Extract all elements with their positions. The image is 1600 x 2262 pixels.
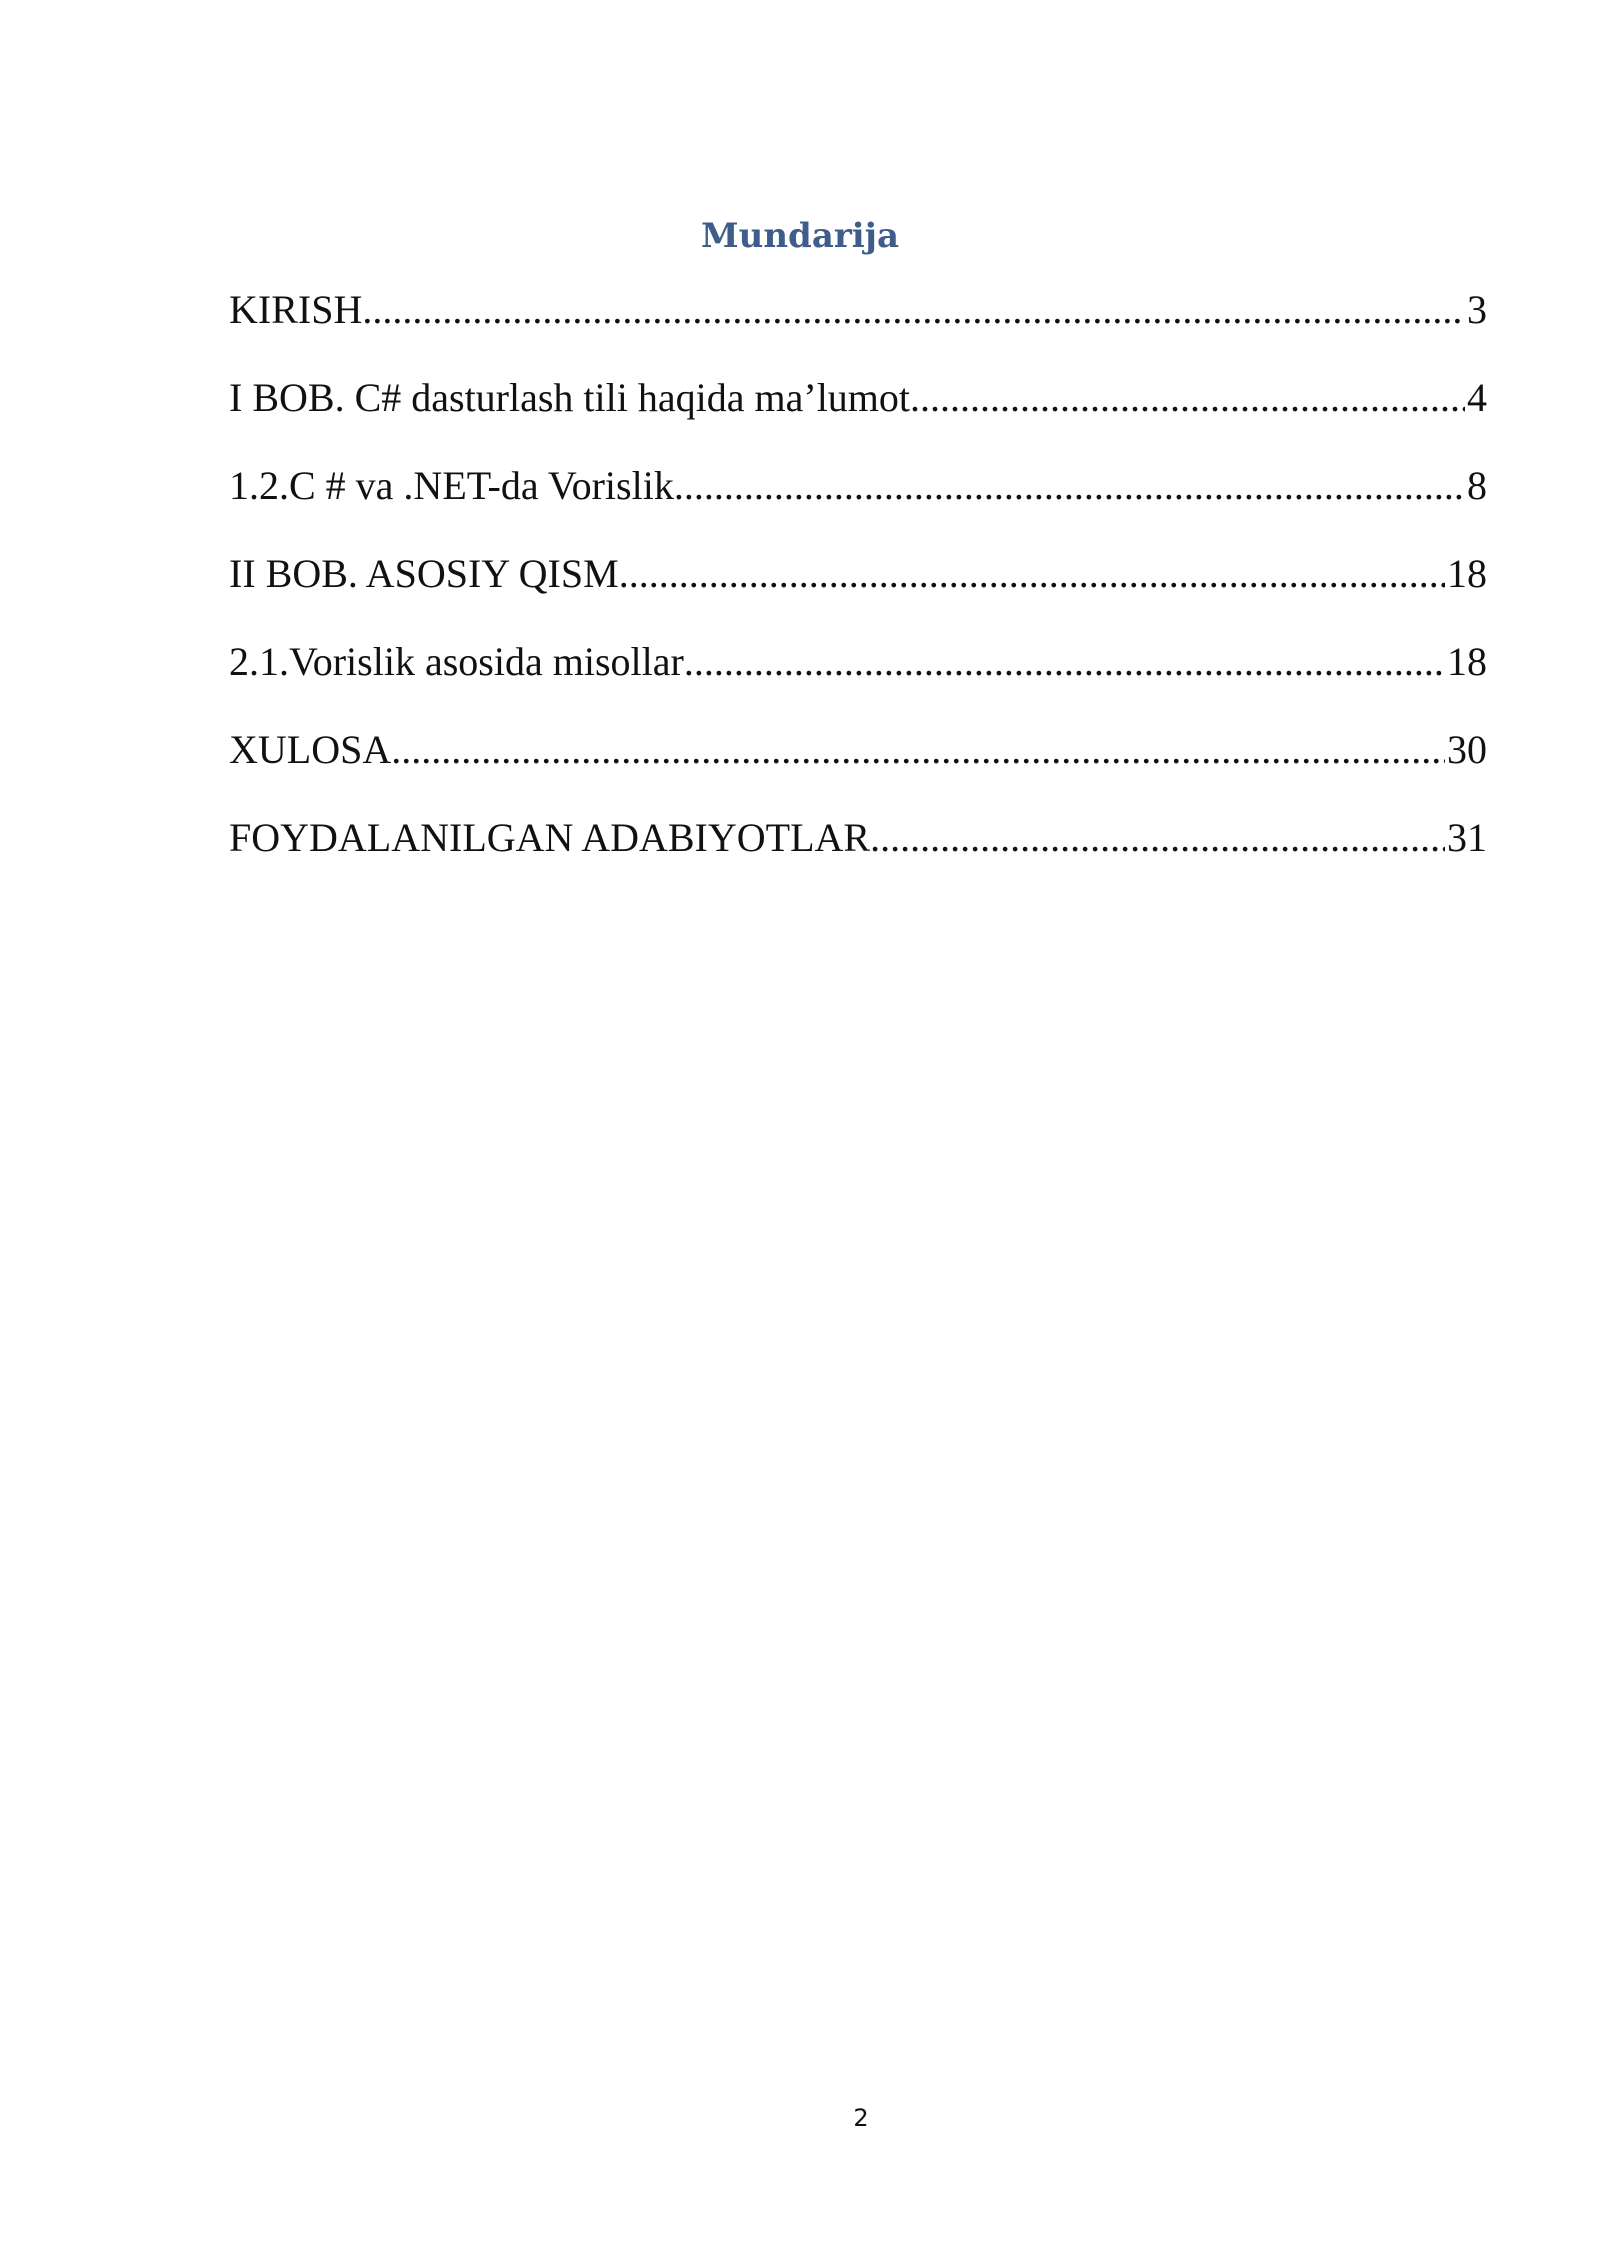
toc-dot-leader: [910, 368, 1465, 428]
toc-dot-leader: [391, 720, 1445, 780]
toc-dot-leader: [870, 808, 1445, 868]
table-of-contents: [229, 280, 1487, 896]
toc-dot-leader: [674, 456, 1465, 516]
toc-entry-kirish[interactable]: [229, 280, 1487, 368]
toc-entry-page: 3: [1467, 287, 1487, 332]
toc-entry-adabiyotlar[interactable]: [229, 808, 1487, 896]
toc-entry-bob-1[interactable]: [229, 368, 1487, 456]
toc-entry-section-2-1[interactable]: [229, 632, 1487, 720]
toc-entry-page: 8: [1467, 463, 1487, 508]
toc-dot-leader: [362, 280, 1465, 340]
toc-dot-leader: [684, 632, 1445, 692]
toc-entry-page: 4: [1467, 375, 1487, 420]
toc-entry-text: 1.2.C # va .NET-da Vorislik: [229, 463, 674, 508]
toc-dot-leader: [619, 544, 1445, 604]
toc-entry-page: 18: [1447, 639, 1487, 684]
page-number: 2: [853, 2104, 869, 2132]
toc-entry-page: 31: [1447, 815, 1487, 860]
toc-entry-text: II BOB. ASOSIY QISM: [229, 551, 619, 596]
toc-entry-page: 18: [1447, 551, 1487, 596]
toc-entry-text: FOYDALANILGAN ADABIYOTLAR: [229, 815, 871, 860]
toc-entry-section-1-2[interactable]: [229, 456, 1487, 544]
toc-entry-page: 30: [1447, 727, 1487, 772]
toc-entry-text: KIRISH: [229, 287, 363, 332]
toc-title: Mundarija: [700, 216, 900, 256]
toc-entry-xulosa[interactable]: [229, 720, 1487, 808]
toc-entry-text: 2.1.Vorislik asosida misollar: [229, 639, 684, 684]
toc-entry-text: I BOB. C# dasturlash tili haqida ma’lumot: [229, 375, 911, 420]
toc-entry-bob-2[interactable]: [229, 544, 1487, 632]
toc-entry-text: XULOSA: [229, 727, 392, 772]
